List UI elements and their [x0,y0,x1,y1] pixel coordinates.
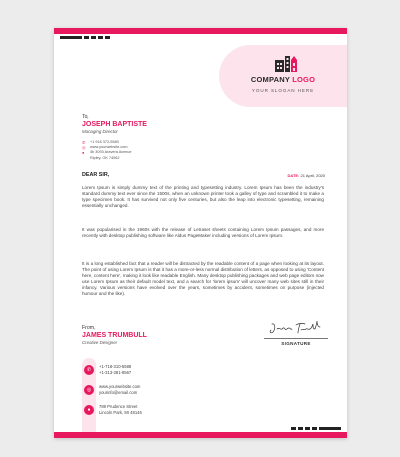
recipient-contact [82,140,147,161]
footer-phone-1: +1-718-310-5588 [99,364,132,369]
recipient-name: JOSEPH BAPTISTE [82,121,147,128]
sender-name: JAMES TRUMBULL [82,332,147,339]
globe-icon: ◎ [84,385,94,395]
map-pin-icon: ● [82,150,85,156]
logo-word: LOGO [292,75,316,84]
closing-block [82,325,147,345]
signature-label: SIGNATURE [281,341,311,346]
recipient-title: Managing Director [82,129,118,134]
phone-icon: ✆ [84,365,94,375]
footer-address [84,404,142,415]
recipient-address-1: 4b 3093 Aravera Avenue [90,150,132,155]
date-value: 21 April, 2020 [300,173,325,178]
footer-web [84,384,140,395]
signature-line [264,338,328,339]
from-label: From, [82,325,96,331]
recipient-address-line [82,150,147,160]
body-paragraph-3: It is a long established fact that a reader will be distracted by the readable content of a page when looking at its layout. The point of using Lorem Ipsum is that it has a more-or-less normal distribution of letters, as opposed to using 'Content here, content here', making it look like readable English. Many desktop publishing packages and web page editors now use Lorem Ipsum as their default model text, and a search for 'lorem ipsum' will uncover many web sites still in their infancy. Various versions have evolved over the years, sometimes by accident, sometimes on purpose (injected humour and the like). [82,261,324,297]
body-paragraph-1: Lorem Ipsum is simply dummy text of the printing and typesetting industry. Lorem Ipsum has been the industry's standard dummy text ever since the 1500s, when an unknown printer took a galley of type and scrambled it to make a type specimen book. It has survived not only five centuries, but also the leap into electronic typesetting, remaining essentially unchanged. [82,185,324,209]
date-label: DATE: [287,173,300,178]
salutation: DEAR SIR, [82,172,110,178]
footer-phone-2: +1-313-381-8567 [99,369,132,375]
company-slogan: YOUR SLOGAN HERE [251,88,315,93]
to-label: To, [82,114,89,120]
top-accent-bar [54,28,347,34]
footer-email: yourinfo@email.com [99,389,138,395]
recipient-block [82,114,147,161]
recipient-phone: +1 916 372-5580 [90,140,119,144]
recipient-website: www.yourwebsite.com [90,145,128,150]
phone-icon: ✆ [82,140,86,145]
recipient-address-2: Ripley, OK 74062 [90,155,120,160]
logo-panel [219,45,347,107]
company-name [219,75,347,84]
company-word: COMPANY [250,75,290,84]
globe-icon: ◎ [82,145,86,151]
body-paragraph-2: It was popularised in the 1960s with the release of Letraset sheets containing Lorem Ipsum passages, and more recently with desktop publishing software like Aldus PageMaker including versions of Lorem Ipsum. [82,227,324,239]
handwritten-signature [266,320,326,336]
top-dash-pattern [60,36,110,39]
map-pin-icon: ● [84,405,94,415]
footer-phone [84,364,131,375]
bottom-accent-bar [54,432,347,438]
footer-address-2: Lincoln Park, MI 48146 [99,409,142,415]
bottom-dash-pattern [291,427,341,430]
building-icon [275,54,297,72]
date-row [287,173,325,178]
sender-title: Creative Designer [82,340,118,345]
footer-address-1: 789 Prudence Street [99,404,138,409]
letterhead-page [54,28,347,438]
footer-website: www.yourwebsite.com [99,384,141,389]
